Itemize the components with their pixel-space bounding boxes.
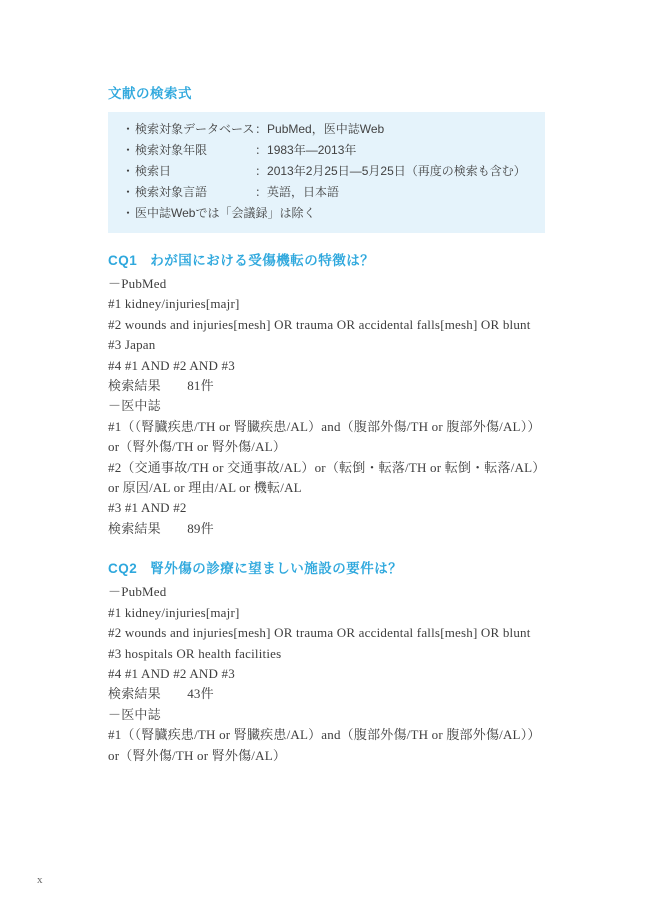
search-expression-line: or 原因/AL or 理由/AL or 機転/AL: [108, 480, 302, 496]
condition-label: 検索対象年限: [135, 143, 208, 157]
condition-label: 検索対象データベース: [135, 122, 255, 136]
condition-label: 検索日: [135, 164, 172, 178]
search-expression-line: #2 wounds and injuries[mesh] OR trauma OR accidental falls[mesh] OR blunt: [108, 316, 531, 332]
search-expression-line: #2 wounds and injuries[mesh] OR trauma OR accidental falls[mesh] OR blunt: [108, 625, 531, 641]
section-cq2: [108, 561, 545, 766]
cq2-search-lines: [108, 582, 545, 766]
condition-value: 1983年―2013年: [267, 143, 357, 157]
search-expression-line: 検索結果 43件: [108, 686, 214, 702]
search-expression-line: 検索結果 89件: [108, 520, 214, 536]
bullet-glyph: ・: [122, 122, 135, 136]
search-expression-line: #3 #1 AND #2: [108, 500, 187, 516]
condition-colon: ：: [255, 164, 268, 178]
search-expression-line: #1 kidney/injuries[majr]: [108, 604, 240, 620]
cq1-id: CQ1: [108, 253, 138, 268]
page-title: 文献の検索式: [108, 86, 192, 101]
condition-value: PubMed，医中誌Web: [267, 122, 385, 136]
bullet-glyph: ・: [122, 185, 135, 199]
search-condition-row: [122, 161, 535, 182]
search-expression-line: 検索結果 81件: [108, 378, 214, 394]
condition-colon: ：: [255, 185, 268, 199]
search-expression-line: or（腎外傷/TH or 腎外傷/AL）: [108, 747, 287, 763]
search-expression-line: #1（（腎臓疾患/TH or 腎臓疾患/AL）and（腹部外傷/TH or 腹部外傷/AL））: [108, 727, 541, 743]
search-expression-line: #4 #1 AND #2 AND #3: [108, 357, 235, 373]
search-expression-line: #2（交通事故/TH or 交通事故/AL）or（転倒・転落/TH or 転倒・転落/AL）: [108, 459, 546, 475]
cq2-heading: [108, 561, 545, 576]
page-content: [108, 86, 545, 766]
cq1-search-lines: [108, 274, 545, 539]
search-expression-line: #3 hospitals OR health facilities: [108, 645, 282, 661]
search-condition-row: [122, 119, 535, 140]
search-expression-line: －PubMed: [108, 276, 167, 291]
search-expression-line: －PubMed: [108, 584, 167, 600]
bullet-glyph: ・: [122, 143, 135, 157]
search-condition-row: [122, 140, 535, 161]
condition-label: 検索対象言語: [135, 185, 208, 199]
bullet-glyph: ・: [122, 164, 135, 178]
search-expression-line: #1（（腎臓疾患/TH or 腎臓疾患/AL）and（腹部外傷/TH or 腹部外傷/AL））: [108, 418, 541, 434]
search-expression-line: #1 kidney/injuries[majr]: [108, 296, 240, 312]
search-expression-line: #4 #1 AND #2 AND #3: [108, 665, 235, 681]
search-condition-row: [122, 182, 535, 203]
search-expression-line: －医中誌: [108, 706, 161, 722]
condition-value: 2013年2月25日―5月25日（再度の検索も含む）: [267, 164, 526, 178]
search-expression-line: or（腎外傷/TH or 腎外傷/AL）: [108, 439, 287, 455]
page-number: x: [37, 874, 43, 886]
search-condition-row: [122, 203, 535, 224]
condition-colon: ：: [255, 122, 268, 136]
section-cq1: [108, 253, 545, 539]
cq1-title: わが国における受傷機転の特徴は？: [150, 253, 375, 268]
condition-colon: ：: [255, 143, 268, 157]
search-conditions-box: [108, 112, 545, 233]
cq1-heading: [108, 253, 545, 268]
search-expression-line: #3 Japan: [108, 337, 156, 353]
cq2-title: 腎外傷の診療に望ましい施設の要件は？: [150, 561, 403, 577]
search-expression-line: －医中誌: [108, 398, 161, 414]
condition-label: 医中誌Webでは「会議録」は除く: [135, 206, 316, 220]
bullet-glyph: ・: [122, 206, 135, 220]
cq2-id: CQ2: [108, 561, 138, 577]
condition-value: 英語，日本語: [267, 185, 340, 199]
